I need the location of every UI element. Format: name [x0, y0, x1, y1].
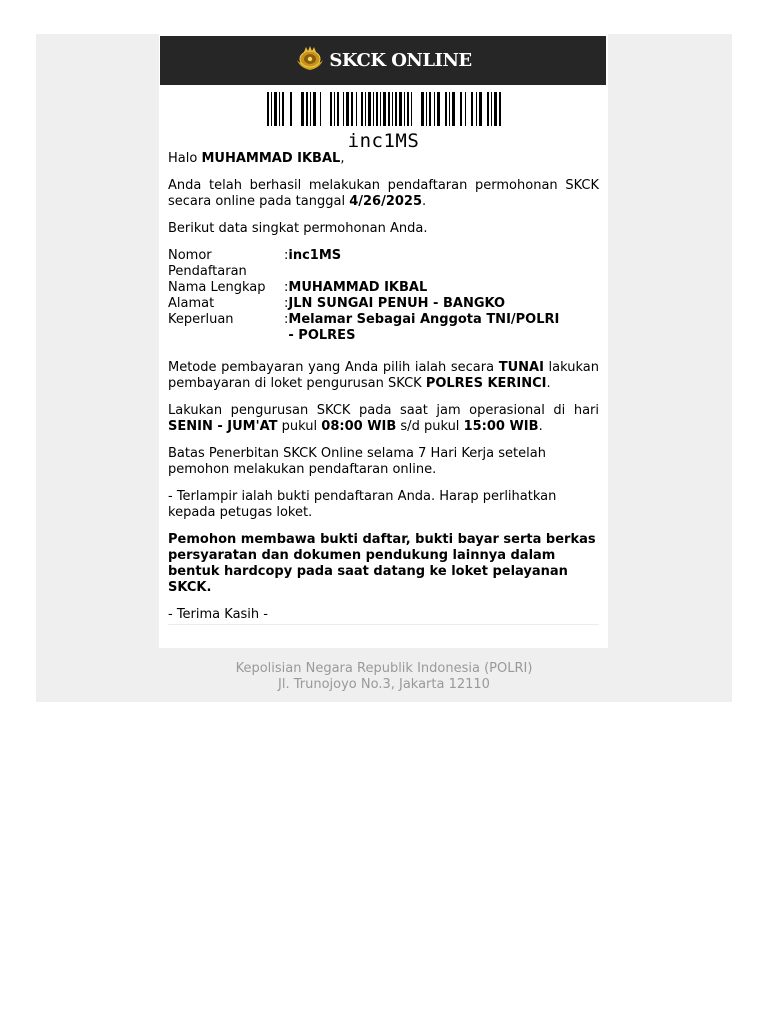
footer-org: Kepolisian Negara Republik Indonesia (POLRI) [235, 661, 533, 676]
payment-paragraph: Metode pembayaran yang Anda pilih ialah secara TUNAI lakukan pembayaran di loket pengurusan SKCK POLRES KERINCI. [168, 360, 599, 391]
info-row-nama: Nama Lengkap : MUHAMMAD IKBAL [168, 280, 599, 296]
notice-paragraph: Pemohon membawa bukti daftar, bukti bayar serta berkas persyaratan dan dokumen pendukung lainnya dalam bentuk hardcopy pada saat datang ke loket pelayanan SKCK. [168, 532, 596, 595]
schedule-end: 15:00 WIB [463, 419, 539, 434]
info-row-nomor: Nomor Pendaftaran : inc1MS [168, 248, 599, 280]
payment-office: POLRES KERINCI [425, 376, 547, 391]
schedule-start: 08:00 WIB [321, 419, 397, 434]
footer-address: Jl. Trunojoyo No.3, Jakarta 12110 [278, 677, 490, 692]
header-title: SKCK ONLINE [329, 50, 472, 71]
info-row-keperluan: Keperluan : Melamar Sebagai Anggota TNI/POLRI - POLRES [168, 312, 599, 344]
brand [294, 45, 471, 77]
applicant-name: MUHAMMAD IKBAL [201, 151, 341, 166]
payment-method: TUNAI [498, 360, 544, 375]
info-value: JLN SUNGAI PENUH - BANGKO [288, 296, 506, 311]
email-body [168, 151, 599, 623]
deadline-paragraph: Batas Penerbitan SKCK Online selama 7 Hari Kerja setelah pemohon melakukan pendaftaran online. [168, 446, 546, 477]
barcode-text: inc1MS [347, 130, 420, 152]
info-value: Melamar Sebagai Anggota TNI/POLRI - POLRES [288, 312, 560, 343]
schedule-days: SENIN - JUM'AT [168, 419, 278, 434]
info-value: MUHAMMAD IKBAL [288, 280, 428, 295]
attachment-paragraph: - Terlampir ialah bukti pendaftaran Anda. Harap perlihatkan kepada petugas loket. [168, 489, 557, 520]
footer [36, 661, 732, 693]
closing-text: - Terima Kasih - [168, 607, 268, 622]
barcode [159, 92, 608, 151]
divider [168, 624, 599, 625]
info-table [168, 248, 599, 344]
info-row-alamat: Alamat : JLN SUNGAI PENUH - BANGKO [168, 296, 599, 312]
summary-intro: Berikut data singkat permohonan Anda. [168, 221, 428, 236]
polri-emblem-icon [294, 45, 326, 77]
email-card [159, 34, 608, 648]
header-banner [160, 36, 606, 85]
info-label: Nomor Pendaftaran [168, 248, 247, 279]
email-background [36, 34, 732, 702]
info-label: Nama Lengkap [168, 280, 266, 295]
info-label: Keperluan [168, 312, 234, 327]
registration-paragraph: Anda telah berhasil melakukan pendaftaran permohonan SKCK secara online pada tanggal 4/26/2025. [168, 178, 599, 209]
info-label: Alamat [168, 296, 215, 311]
registration-date: 4/26/2025 [349, 194, 423, 209]
schedule-paragraph: Lakukan pengurusan SKCK pada saat jam operasional di hari SENIN - JUM'AT pukul 08:00 WIB s/d pukul 15:00 WIB. [168, 403, 599, 434]
barcode-bars [265, 92, 503, 126]
greeting: Halo MUHAMMAD IKBAL, [168, 151, 345, 166]
info-value: inc1MS [288, 248, 342, 263]
